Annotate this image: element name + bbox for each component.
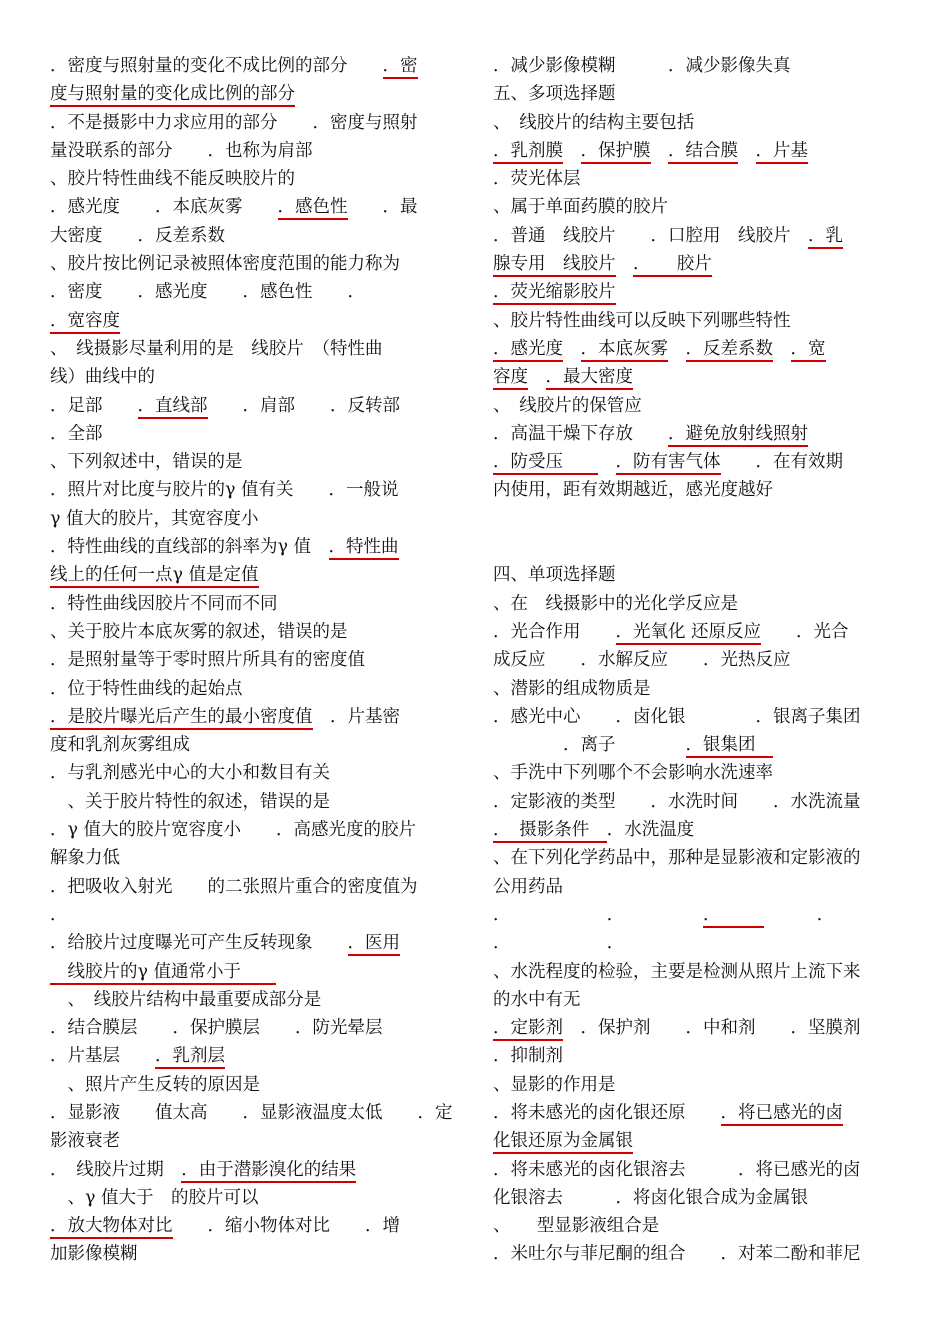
answer-underline: ．避免放射线照射 xyxy=(668,424,808,447)
text-segment: ．片基层 xyxy=(50,1046,155,1067)
text-line xyxy=(493,250,901,278)
text-segment: 、 线胶片结构中最重要成部分是 xyxy=(50,989,322,1010)
text-segment: ．γ 值大的胶片宽容度小 ．高感光度的胶片 xyxy=(50,820,417,841)
answer-underline: ．将已感光的卤 xyxy=(721,1103,844,1126)
answer-underline: ．乳剂层 xyxy=(155,1046,225,1069)
text-segment: ．光合 xyxy=(761,621,849,642)
answer-underline: 容度 xyxy=(493,367,528,390)
text-segment: ．是照射量等于零时照片所具有的密度值 xyxy=(50,650,365,671)
text-line xyxy=(493,363,901,391)
text-line xyxy=(50,788,458,816)
text-segment: ．照片对比度与胶片的γ 值有关 ．一般说 xyxy=(50,480,399,501)
text-segment: γ 值大的胶片，其宽容度小 xyxy=(50,508,259,529)
text-segment: 、照片产生反转的原因是 xyxy=(50,1074,260,1095)
text-line xyxy=(50,1212,458,1240)
answer-underline: ．银集团 xyxy=(686,735,774,758)
text-segment: 、 线胶片的结构主要包括 xyxy=(493,112,695,133)
text-segment: 、潜影的组成物质是 xyxy=(493,678,651,699)
text-line xyxy=(50,448,458,476)
text-segment: 四、单项选择题 xyxy=(493,565,616,586)
text-line xyxy=(50,505,458,533)
text-line xyxy=(50,222,458,250)
text-line xyxy=(493,109,901,137)
text-segment: 、胶片特性曲线不能反映胶片的 xyxy=(50,169,295,190)
text-segment: ．将未感光的卤化银还原 xyxy=(493,1102,721,1123)
answer-underline: ．宽容度 xyxy=(50,311,120,334)
text-segment: 、属于单面药膜的胶片 xyxy=(493,197,668,218)
text-line xyxy=(493,165,901,193)
text-segment: 、在下列化学药品中，那种是显影液和定影液的 xyxy=(493,848,861,869)
text-segment: ．显影液 值太高 ．显影液温度太低 ．定 xyxy=(50,1102,453,1123)
text-segment: ．感光度 ．本底灰雾 xyxy=(50,197,278,218)
left-column xyxy=(50,52,458,1269)
text-line xyxy=(493,1099,901,1127)
text-line xyxy=(50,561,458,589)
text-segment xyxy=(668,339,686,359)
text-line xyxy=(50,109,458,137)
text-line xyxy=(493,788,901,816)
text-line xyxy=(50,958,458,986)
text-line xyxy=(50,476,458,504)
text-line xyxy=(493,675,901,703)
text-segment: 、关于胶片本底灰雾的叙述，错误的是 xyxy=(50,621,348,642)
text-segment: ． ． xyxy=(493,904,703,925)
text-segment: ．最 xyxy=(347,197,418,218)
text-line xyxy=(50,646,458,674)
text-segment: 成反应 ．水解反应 ．光热反应 xyxy=(493,650,791,671)
text-segment xyxy=(738,141,756,161)
text-segment: ．不是摄影中力求应用的部分 ．密度与照射 xyxy=(50,112,418,133)
answer-underline: ．直线部 xyxy=(138,396,208,419)
answer-underline: 线上的任何一点γ 值是定值 xyxy=(50,565,259,588)
answer-underline: ．感光度 xyxy=(493,339,563,362)
text-line xyxy=(50,590,458,618)
text-line xyxy=(493,137,901,165)
text-line xyxy=(50,1184,458,1212)
answer-underline: ．感色性 xyxy=(278,197,348,220)
answer-underline: ．反差系数 xyxy=(686,339,774,362)
text-segment: 五、多项选择题 xyxy=(493,84,616,105)
text-line xyxy=(493,1071,901,1099)
text-segment: ．抑制剂 xyxy=(493,1046,563,1067)
text-segment xyxy=(563,141,581,161)
text-line xyxy=(493,505,901,533)
text-segment: ．密度与照射量的变化不成比例的部分 xyxy=(50,56,383,76)
text-line xyxy=(50,335,458,363)
text-segment xyxy=(651,141,669,161)
text-line xyxy=(493,1240,901,1268)
text-line xyxy=(50,901,458,929)
text-line xyxy=(50,731,458,759)
text-line xyxy=(493,335,901,363)
text-segment: ．与乳剂感光中心的大小和数目有关 xyxy=(50,763,330,784)
text-line xyxy=(493,873,901,901)
text-line xyxy=(493,759,901,787)
text-segment: 、下列叙述中，错误的是 xyxy=(50,452,243,473)
text-line xyxy=(493,731,901,759)
text-line xyxy=(50,193,458,221)
text-segment: ．密度 ．感光度 ．感色性 ． xyxy=(50,282,365,303)
text-line xyxy=(50,1240,458,1268)
text-segment: ．感光中心 ．卤化银 ．银离子集团 xyxy=(493,706,861,727)
text-segment: ．保护剂 ．中和剂 ．坚膜剂 xyxy=(563,1018,861,1039)
answer-underline: 线胶片的γ 值通常小于 xyxy=(50,962,276,985)
text-line xyxy=(50,873,458,901)
text-line xyxy=(50,80,458,108)
text-segment xyxy=(616,254,634,274)
answer-underline: ．宽 xyxy=(791,339,826,362)
text-line xyxy=(493,901,901,929)
text-line xyxy=(50,392,458,420)
text-segment: ．缩小物体对比 ．增 xyxy=(172,1216,400,1237)
text-line xyxy=(493,52,901,80)
text-segment: ．把吸收入射光 的二张照片重合的密度值为 xyxy=(50,876,418,897)
text-line xyxy=(50,816,458,844)
text-line xyxy=(493,703,901,731)
answer-underline: ．乳 xyxy=(808,226,843,249)
text-line xyxy=(493,844,901,872)
answer-underline: ．密 xyxy=(383,56,418,79)
text-segment: ．将未感光的卤化银溶去 ．将已感光的卤 xyxy=(493,1159,861,1180)
answer-underline: ． 胶片 xyxy=(633,254,712,277)
text-segment: 、 线胶片的保管应 xyxy=(493,395,642,416)
text-segment: 、胶片特性曲线可以反映下列哪些特性 xyxy=(493,310,791,331)
text-line xyxy=(50,52,458,80)
text-line xyxy=(50,929,458,957)
text-line xyxy=(50,165,458,193)
text-line xyxy=(493,958,901,986)
text-segment: ． 线胶片过期 xyxy=(50,1159,182,1180)
text-segment: ．在有效期 xyxy=(720,452,843,473)
text-segment: ． ． xyxy=(493,933,625,954)
text-line xyxy=(50,1014,458,1042)
answer-underline: ．由于潜影溴化的结果 xyxy=(181,1160,356,1183)
text-segment: 度和乳剂灰雾组成 xyxy=(50,735,190,756)
text-segment: ．米吐尔与菲尼酮的组合 ．对苯二酚和菲尼 xyxy=(493,1244,861,1265)
text-line xyxy=(493,1014,901,1042)
text-line xyxy=(50,759,458,787)
text-segment: 公用药品 xyxy=(493,876,563,897)
text-segment: 、关于胶片特性的叙述，错误的是 xyxy=(50,791,330,812)
text-line xyxy=(50,618,458,646)
text-line xyxy=(493,929,901,957)
answer-underline: ．荧光缩影胶片 xyxy=(493,282,616,305)
text-segment xyxy=(563,339,581,359)
text-line xyxy=(50,137,458,165)
text-line xyxy=(493,533,901,561)
text-segment: ．荧光体层 xyxy=(493,169,581,190)
text-segment: ． xyxy=(764,904,835,925)
text-line xyxy=(493,1042,901,1070)
text-line xyxy=(493,986,901,1014)
answer-underline: ．定影剂 xyxy=(493,1018,563,1041)
text-line xyxy=(50,363,458,391)
text-segment: ．特性曲线因胶片不同而不同 xyxy=(50,593,278,614)
text-line xyxy=(493,1212,901,1240)
text-segment: ．位于特性曲线的起始点 xyxy=(50,678,243,699)
text-segment: 、手洗中下列哪个不会影响水洗速率 xyxy=(493,763,773,784)
answer-underline: ．光氧化 还原反应 xyxy=(616,622,762,645)
answer-underline: 化银还原为金属银 xyxy=(493,1131,633,1154)
answer-underline: ．片基 xyxy=(756,141,809,164)
text-line xyxy=(493,561,901,589)
text-segment xyxy=(773,339,791,359)
text-segment: 、 线摄影尽量利用的是 线胶片 （特性曲 xyxy=(50,338,383,359)
text-segment: ．全部 xyxy=(50,423,103,444)
text-line xyxy=(493,1184,901,1212)
answer-underline: ．最大密度 xyxy=(546,367,634,390)
text-line xyxy=(493,448,901,476)
answer-underline: ．保护膜 xyxy=(581,141,651,164)
text-segment: ．足部 xyxy=(50,395,138,416)
text-line xyxy=(50,986,458,1014)
text-line xyxy=(493,278,901,306)
answer-underline: ．本底灰雾 xyxy=(581,339,669,362)
text-line xyxy=(493,222,901,250)
text-segment: ．特性曲线的直线部的斜率为γ 值 xyxy=(50,537,329,558)
text-segment: 、γ 值大于 的胶片可以 xyxy=(50,1187,259,1208)
text-line xyxy=(493,392,901,420)
text-segment: ．光合作用 xyxy=(493,621,616,642)
text-segment xyxy=(528,367,546,387)
text-segment: 、 型显影液组合是 xyxy=(493,1216,660,1237)
text-segment: 、水洗程度的检验，主要是检测从照片上流下来 xyxy=(493,961,861,982)
text-line xyxy=(493,816,901,844)
answer-underline: ．是胶片曝光后产生的最小密度值 xyxy=(50,707,313,730)
text-segment: 影液衰老 xyxy=(50,1131,120,1152)
text-segment: 、胶片按比例记录被照体密度范围的能力称为 xyxy=(50,254,400,275)
text-segment: ． xyxy=(50,904,68,925)
text-segment: 量没联系的部分 ．也称为肩部 xyxy=(50,140,313,161)
text-line xyxy=(50,1099,458,1127)
text-segment: 、显影的作用是 xyxy=(493,1074,616,1095)
text-line xyxy=(493,1127,901,1155)
text-line xyxy=(50,1127,458,1155)
text-line xyxy=(50,675,458,703)
answer-underline: ．防有害气体 xyxy=(616,452,721,475)
text-line xyxy=(493,618,901,646)
text-segment: ．结合膜层 ．保护膜层 ．防光晕层 xyxy=(50,1018,383,1039)
text-line xyxy=(50,1042,458,1070)
text-line xyxy=(50,278,458,306)
text-segment: 大密度 ．反差系数 xyxy=(50,225,225,246)
text-line xyxy=(50,1156,458,1184)
text-segment: 线）曲线中的 xyxy=(50,367,155,388)
answer-underline: ．特性曲 xyxy=(329,537,399,560)
text-line xyxy=(493,420,901,448)
right-column xyxy=(493,52,901,1269)
text-segment: 内使用，距有效期越近，感光度越好 xyxy=(493,480,773,501)
answer-underline: ． 摄影条件 xyxy=(493,820,607,843)
text-line xyxy=(493,476,901,504)
text-segment: ．减少影像模糊 ．减少影像失真 xyxy=(493,56,791,76)
text-segment: 的水中有无 xyxy=(493,989,581,1010)
text-line xyxy=(493,1156,901,1184)
text-segment: ．定影液的类型 ．水洗时间 ．水洗流量 xyxy=(493,791,861,812)
text-segment: ．水洗温度 xyxy=(606,820,695,841)
text-line xyxy=(50,703,458,731)
text-line xyxy=(493,80,901,108)
text-line xyxy=(493,646,901,674)
text-line xyxy=(50,307,458,335)
answer-underline: ．结合膜 xyxy=(668,141,738,164)
text-segment: ．片基密 xyxy=(312,706,400,727)
text-segment: 加影像模糊 xyxy=(50,1244,138,1265)
text-line xyxy=(493,193,901,221)
text-segment: ．离子 xyxy=(493,735,686,756)
text-line xyxy=(493,590,901,618)
text-line xyxy=(50,533,458,561)
text-segment: 解象力低 xyxy=(50,848,120,869)
text-segment: ．高温干燥下存放 xyxy=(493,423,668,444)
text-line xyxy=(50,1071,458,1099)
text-segment: ．肩部 ．反转部 xyxy=(207,395,400,416)
text-segment: 化银溶去 ．将卤化银合成为金属银 xyxy=(493,1187,808,1208)
text-segment: ．给胶片过度曝光可产生反转现象 xyxy=(50,933,348,954)
answer-underline: ．医用 xyxy=(348,933,401,956)
answer-underline: 度与照射量的变化成比例的部分 xyxy=(50,84,295,107)
text-line xyxy=(50,844,458,872)
text-line xyxy=(50,420,458,448)
answer-underline: 腺专用 线胶片 xyxy=(493,254,616,277)
text-segment: 、在 线摄影中的光化学反应是 xyxy=(493,593,738,614)
answer-underline: ．防受压 xyxy=(493,452,598,475)
text-segment xyxy=(598,452,616,472)
text-segment: ．普通 线胶片 ．口腔用 线胶片 xyxy=(493,225,808,246)
answer-underline: ． xyxy=(703,905,764,928)
answer-underline: ．乳剂膜 xyxy=(493,141,563,164)
text-line xyxy=(493,307,901,335)
text-line xyxy=(50,250,458,278)
answer-underline: ．放大物体对比 xyxy=(50,1216,173,1239)
